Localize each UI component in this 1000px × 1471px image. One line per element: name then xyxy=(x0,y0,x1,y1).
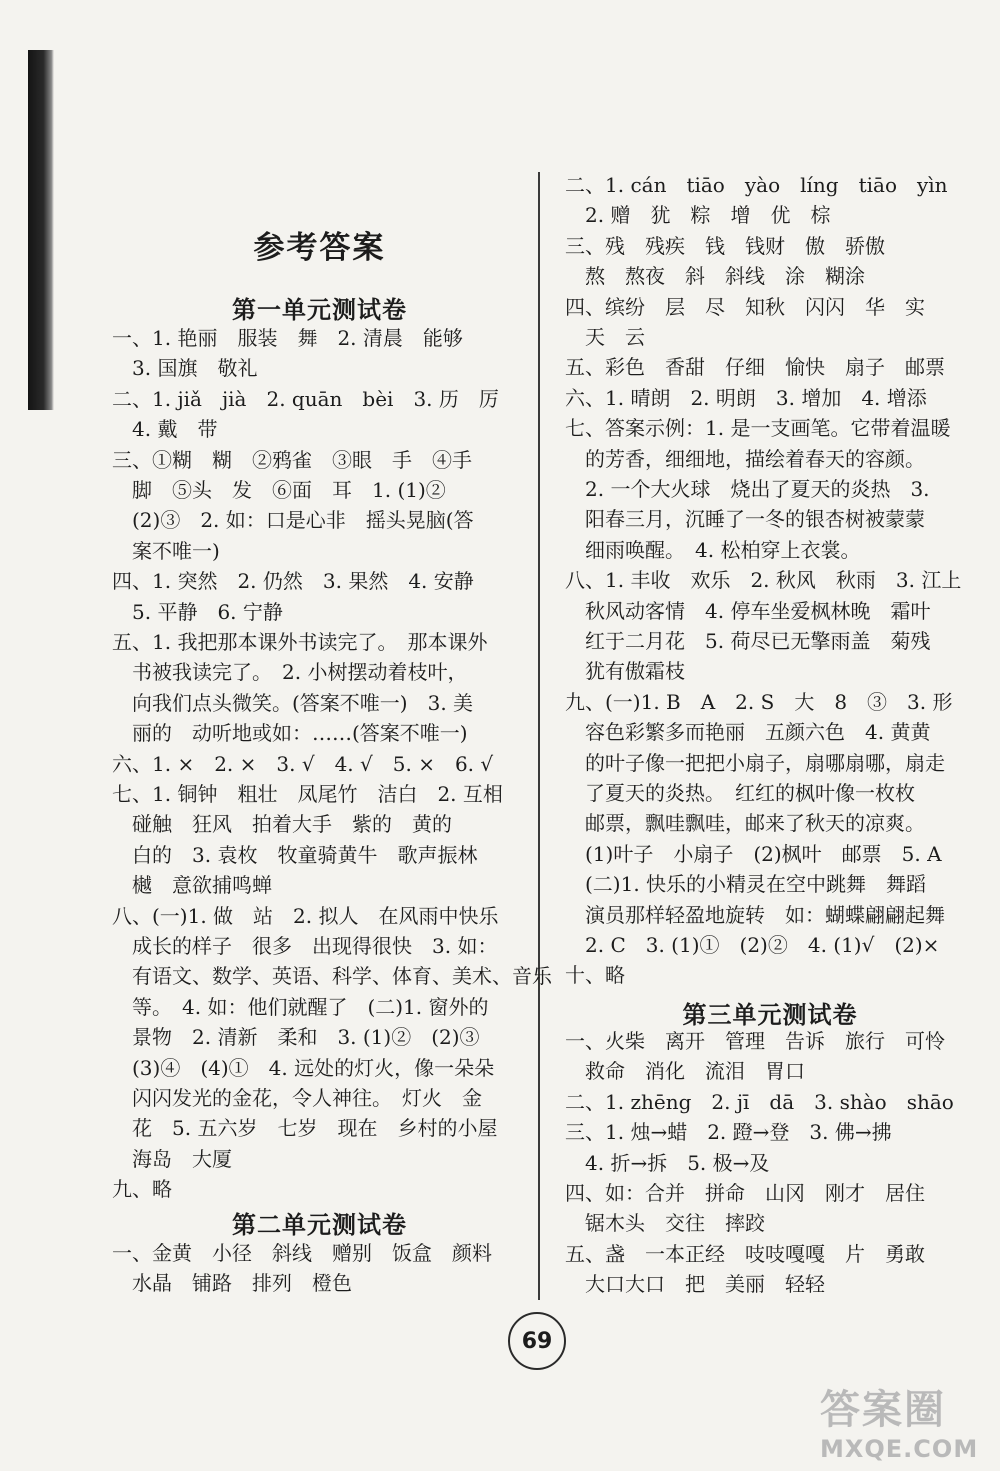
answer-line: 容色彩繁多而艳丽 五颜六色 4. 黄黄 xyxy=(565,720,931,745)
watermark-text: 答案圈 xyxy=(820,1387,946,1433)
answer-line: 大口大口 把 美丽 轻轻 xyxy=(565,1272,825,1297)
answer-line: 红于二月花 5. 荷尽已无擎雨盖 菊残 xyxy=(565,629,931,653)
unit2-title: 第二单元测试卷 xyxy=(232,1210,407,1239)
answer-line: 犹有傲霜枝 xyxy=(565,659,685,684)
answer-line: 九、(一)1. B A 2. S 大 8 ③ 3. 形 xyxy=(565,689,953,714)
answer-line: 4. 戴 带 xyxy=(112,417,218,442)
answer-line: 案不唯一) xyxy=(112,538,220,563)
answer-line: 八、(一)1. 做 站 2. 拟人 在风雨中快乐 xyxy=(112,903,499,928)
answer-line: 花 5. 五六岁 七岁 现在 乡村的小屋 xyxy=(112,1116,498,1141)
answer-line: 海岛 大厦 xyxy=(112,1146,232,1171)
answer-line: 二、1. jiǎ jià 2. quān bèi 3. 历 厉 xyxy=(112,386,499,411)
answer-line: 樾 意欲捕鸣蝉 xyxy=(112,873,272,898)
answer-line: (3)④ (4)① 4. 远处的灯火，像一朵朵 xyxy=(112,1055,495,1080)
answer-line: 书被我读完了。 2. 小树摆动着枝叶， xyxy=(112,660,468,685)
answer-line: (2)③ 2. 如：口是心非 摇头晃脑(答 xyxy=(112,508,474,533)
answer-line: 四、如：合并 拼命 山冈 刚才 居住 xyxy=(565,1181,925,1205)
column-divider xyxy=(538,172,540,1300)
page-title: 参考答案 xyxy=(253,230,386,266)
answer-line: 九、略 xyxy=(112,1177,172,1202)
answer-line: 六、1. 晴朗 2. 明朗 3. 增加 4. 增添 xyxy=(565,385,927,410)
binding-edge-shadow xyxy=(28,50,54,410)
answer-line: 丽的 动听地或如：……(答案不唯一) xyxy=(112,721,468,746)
answer-line: 二、1. cán tiāo yào líng tiāo yìn xyxy=(565,173,948,197)
answer-line: 向我们点头微笑。(答案不唯一) 3. 美 xyxy=(112,690,474,715)
answer-line: 三、①糊 糊 ②鸦雀 ③眼 手 ④手 xyxy=(112,447,472,472)
unit1-title: 第一单元测试卷 xyxy=(232,295,407,324)
answer-line: (1)叶子 小扇子 (2)枫叶 邮票 5. A xyxy=(565,841,942,866)
answer-line: 4. 折→拆 5. 极→及 xyxy=(565,1150,770,1175)
answer-line: 了夏天的炎热。 红红的枫叶像一枚枚 xyxy=(565,781,915,805)
answer-line: 一、火柴 离开 管理 告诉 旅行 可怜 xyxy=(565,1029,945,1053)
answer-line: 八、1. 丰收 欢乐 2. 秋风 秋雨 3. 江上 xyxy=(565,568,962,593)
answer-line: 2. 赠 犹 粽 增 优 棕 xyxy=(565,203,831,228)
watermark-logo xyxy=(820,1378,990,1468)
answer-line: 演员那样轻盈地旋转 如：蝴蝶翩翩起舞 xyxy=(565,902,945,927)
answer-line: 水晶 铺路 排列 橙色 xyxy=(112,1271,352,1296)
answer-line: 脚 ⑤头 发 ⑥面 耳 1. (1)② xyxy=(112,478,446,502)
answer-line: 3. 国旗 敬礼 xyxy=(112,356,258,381)
answer-line: 白的 3. 袁枚 牧童骑黄牛 歌声振林 xyxy=(112,842,478,867)
answer-line: 的芳香，细细地，描绘着春天的容颜。 xyxy=(565,446,925,471)
watermark-url: MXQE.COM xyxy=(820,1435,979,1463)
page-number: 69 xyxy=(508,1312,566,1370)
answer-line: 三、1. 烛→蜡 2. 蹬→登 3. 佛→拂 xyxy=(565,1120,892,1145)
unit3-title: 第三单元测试卷 xyxy=(682,1000,858,1029)
answer-line: 七、答案示例：1. 是一支画笔。它带着温暖 xyxy=(565,416,951,441)
answer-line: 的叶子像一把把小扇子，扇哪扇哪，扇走 xyxy=(565,750,945,775)
answer-line: 七、1. 铜钟 粗壮 凤尾竹 洁白 2. 互相 xyxy=(112,782,503,806)
answer-line: 阳春三月，沉睡了一冬的银杏树被蒙蒙 xyxy=(565,507,925,532)
answer-line: 2. C 3. (1)① (2)② 4. (1)√ (2)× xyxy=(565,933,940,957)
answer-line: 细雨唤醒。 4. 松柏穿上衣裳。 xyxy=(565,537,861,562)
answer-line: 秋风动客情 4. 停车坐爱枫林晚 霜叶 xyxy=(565,598,931,623)
answer-line: 2. 一个大火球 烧出了夏天的炎热 3. xyxy=(565,477,930,501)
answer-line: 四、缤纷 层 尽 知秋 闪闪 华 实 xyxy=(565,294,925,319)
answer-line: 有语文、数学、英语、科学、体育、美术、音乐 xyxy=(112,964,552,989)
answer-line: 二、1. zhēng 2. jī dā 3. shào shāo xyxy=(565,1089,954,1114)
answer-line: 五、彩色 香甜 仔细 愉快 扇子 邮票 xyxy=(565,355,945,380)
answer-line: 三、残 残疾 钱 钱财 傲 骄傲 xyxy=(565,233,885,258)
answer-line: 邮票，飘哇飘哇，邮来了秋天的凉爽。 xyxy=(565,811,925,836)
answer-line: 熬 熬夜 斜 斜线 涂 糊涂 xyxy=(565,264,865,289)
answer-line: 闪闪发光的金花，令人神往。 灯火 金 xyxy=(112,1086,482,1110)
answer-line: 六、1. × 2. × 3. √ 4. √ 5. × 6. √ xyxy=(112,751,494,776)
answer-line: 一、1. 艳丽 服装 舞 2. 清晨 能够 xyxy=(112,326,463,350)
answer-line: (二)1. 快乐的小精灵在空中跳舞 舞蹈 xyxy=(565,872,927,897)
answer-line: 5. 平静 6. 宁静 xyxy=(112,599,283,624)
answer-line: 碰触 狂风 拍着大手 紫的 黄的 xyxy=(112,812,452,837)
answer-line: 五、1. 我把那本课外书读完了。 那本课外 xyxy=(112,630,488,654)
answer-line: 十、略 xyxy=(565,963,625,988)
answer-line: 锯木头 交往 摔跤 xyxy=(565,1211,765,1236)
answer-line: 四、1. 突然 2. 仍然 3. 果然 4. 安静 xyxy=(112,569,474,594)
answer-line: 等。 4. 如：他们就醒了 (二)1. 窗外的 xyxy=(112,994,489,1019)
answer-line: 五、盏 一本正经 吱吱嘎嘎 片 勇敢 xyxy=(565,1241,925,1266)
answer-line: 救命 消化 流泪 胃口 xyxy=(565,1059,805,1084)
answer-line: 天 云 xyxy=(565,325,645,349)
answer-line: 成长的样子 很多 出现得很快 3. 如： xyxy=(112,934,498,958)
answer-line: 景物 2. 清新 柔和 3. (1)② (2)③ xyxy=(112,1025,480,1050)
answer-line: 一、金黄 小径 斜线 赠别 饭盒 颜料 xyxy=(112,1241,492,1265)
